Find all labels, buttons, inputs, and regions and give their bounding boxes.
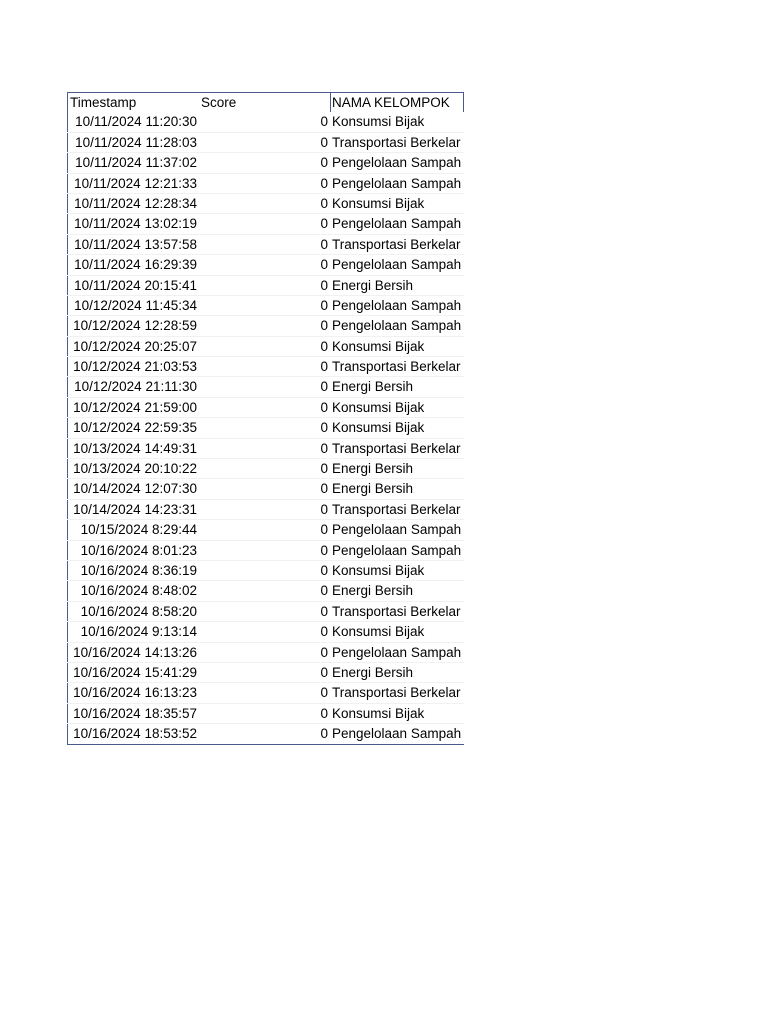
- table-row: [67, 541, 464, 561]
- table-row: [67, 602, 464, 622]
- cell-nama-kelompok[interactable]: [330, 337, 464, 356]
- cell-timestamp[interactable]: [67, 377, 199, 396]
- cell-score-value: 0: [320, 236, 328, 252]
- cell-timestamp-value: 10/11/2024 12:21:33: [74, 175, 197, 191]
- table-row: [67, 174, 464, 194]
- cell-timestamp[interactable]: [67, 724, 199, 743]
- cell-timestamp[interactable]: [67, 153, 199, 172]
- table-row: [67, 398, 464, 418]
- cell-nama-kelompok[interactable]: [330, 581, 464, 600]
- cell-score[interactable]: [199, 622, 330, 641]
- cell-score[interactable]: [199, 255, 330, 274]
- cell-timestamp-value: 10/11/2024 11:28:03: [75, 134, 197, 150]
- cell-nama-kelompok[interactable]: [330, 276, 464, 295]
- cell-nama-kelompok-value: Pengelolaan Sampah: [332, 297, 462, 313]
- cell-nama-kelompok-value: Energi Bersih: [332, 379, 414, 395]
- cell-nama-kelompok-value: Konsumsi Bijak: [332, 195, 425, 211]
- cell-score-value: 0: [320, 257, 328, 273]
- table-row: [67, 377, 464, 397]
- cell-nama-kelompok[interactable]: [330, 194, 464, 213]
- cell-timestamp[interactable]: [67, 418, 199, 437]
- table-row: [67, 418, 464, 438]
- cell-score-value: 0: [320, 216, 328, 232]
- cell-score-value: 0: [320, 195, 328, 211]
- cell-timestamp-value: 10/11/2024 16:29:39: [74, 257, 197, 273]
- cell-score[interactable]: [199, 112, 330, 131]
- cell-nama-kelompok-value: Transportasi Berkelar: [332, 236, 461, 252]
- cell-timestamp[interactable]: [67, 561, 199, 580]
- cell-score[interactable]: [199, 357, 330, 376]
- cell-score[interactable]: [199, 683, 330, 702]
- cell-score[interactable]: [199, 398, 330, 417]
- cell-timestamp-value: 10/12/2024 21:59:00: [73, 399, 197, 415]
- table-body: [67, 112, 464, 744]
- cell-nama-kelompok[interactable]: [330, 214, 464, 233]
- table-row: [67, 214, 464, 234]
- cell-nama-kelompok-value: Konsumsi Bijak: [332, 114, 425, 130]
- cell-timestamp-value: 10/16/2024 18:35:57: [73, 705, 197, 721]
- cell-score-value: 0: [320, 481, 328, 497]
- cell-nama-kelompok-value: Transportasi Berkelar: [332, 134, 461, 150]
- cell-nama-kelompok[interactable]: [330, 255, 464, 274]
- cell-timestamp-value: 10/12/2024 21:03:53: [73, 359, 197, 375]
- cell-score[interactable]: [199, 500, 330, 519]
- cell-timestamp-value: 10/14/2024 12:07:30: [73, 481, 197, 497]
- header-label-score: Score: [201, 95, 237, 110]
- cell-nama-kelompok[interactable]: [330, 357, 464, 376]
- cell-nama-kelompok[interactable]: [330, 663, 464, 682]
- cell-score-value: 0: [320, 562, 328, 578]
- cell-timestamp[interactable]: [67, 479, 199, 498]
- cell-timestamp[interactable]: [67, 520, 199, 539]
- spreadsheet-table: [67, 92, 464, 745]
- table-row: [67, 194, 464, 214]
- cell-timestamp-value: 10/16/2024 8:01:23: [80, 542, 197, 558]
- table-row: [67, 500, 464, 520]
- cell-score[interactable]: [199, 541, 330, 560]
- cell-nama-kelompok-value: Konsumsi Bijak: [332, 624, 425, 640]
- table-row: [67, 133, 464, 153]
- table-row: [67, 683, 464, 703]
- cell-nama-kelompok-value: Pengelolaan Sampah: [332, 155, 462, 171]
- cell-score-value: 0: [320, 277, 328, 293]
- cell-timestamp[interactable]: [67, 683, 199, 702]
- header-row: [67, 92, 464, 112]
- table-row: [67, 276, 464, 296]
- cell-nama-kelompok-value: Energi Bersih: [332, 583, 414, 599]
- cell-score[interactable]: [199, 316, 330, 335]
- cell-timestamp-value: 10/12/2024 12:28:59: [73, 318, 197, 334]
- cell-score-value: 0: [320, 461, 328, 477]
- cell-timestamp[interactable]: [67, 439, 199, 458]
- cell-timestamp-value: 10/11/2024 12:28:34: [74, 195, 197, 211]
- cell-timestamp[interactable]: [67, 541, 199, 560]
- cell-timestamp[interactable]: [67, 704, 199, 723]
- cell-nama-kelompok-value: Konsumsi Bijak: [332, 562, 425, 578]
- cell-score[interactable]: [199, 235, 330, 254]
- cell-timestamp-value: 10/13/2024 20:10:22: [73, 461, 197, 477]
- cell-score-value: 0: [320, 644, 328, 660]
- cell-score-value: 0: [320, 664, 328, 680]
- cell-timestamp-value: 10/16/2024 8:48:02: [80, 583, 197, 599]
- cell-nama-kelompok[interactable]: [330, 112, 464, 131]
- cell-score-value: 0: [320, 583, 328, 599]
- cell-score-value: 0: [320, 134, 328, 150]
- cell-timestamp[interactable]: [67, 500, 199, 519]
- cell-nama-kelompok-value: Konsumsi Bijak: [332, 705, 425, 721]
- cell-timestamp-value: 10/12/2024 11:45:34: [74, 297, 197, 313]
- cell-timestamp[interactable]: [67, 643, 199, 662]
- cell-timestamp-value: 10/11/2024 11:20:30: [75, 114, 197, 130]
- header-label-timestamp: Timestamp: [70, 95, 137, 110]
- header-label-nama-kelompok: NAMA KELOMPOK: [332, 95, 450, 110]
- cell-nama-kelompok[interactable]: [330, 296, 464, 315]
- cell-nama-kelompok-value: Pengelolaan Sampah: [332, 257, 462, 273]
- cell-score[interactable]: [199, 377, 330, 396]
- table-row: [67, 255, 464, 275]
- cell-score[interactable]: [199, 153, 330, 172]
- header-cell-timestamp[interactable]: [67, 93, 199, 112]
- cell-timestamp[interactable]: [67, 602, 199, 621]
- table-row: [67, 520, 464, 540]
- cell-score-value: 0: [320, 501, 328, 517]
- table-row: [67, 581, 464, 601]
- cell-nama-kelompok[interactable]: [330, 561, 464, 580]
- cell-nama-kelompok[interactable]: [330, 316, 464, 335]
- cell-score[interactable]: [199, 704, 330, 723]
- cell-timestamp[interactable]: [67, 337, 199, 356]
- table-row: [67, 724, 464, 744]
- cell-score-value: 0: [320, 420, 328, 436]
- cell-score[interactable]: [199, 214, 330, 233]
- cell-score[interactable]: [199, 174, 330, 193]
- cell-timestamp[interactable]: [67, 398, 199, 417]
- cell-nama-kelompok[interactable]: [330, 520, 464, 539]
- cell-timestamp-value: 10/16/2024 16:13:23: [73, 685, 197, 701]
- table-row: [67, 663, 464, 683]
- table-row: [67, 153, 464, 173]
- table-row: [67, 296, 464, 316]
- cell-score-value: 0: [320, 338, 328, 354]
- cell-nama-kelompok[interactable]: [330, 500, 464, 519]
- cell-nama-kelompok[interactable]: [330, 602, 464, 621]
- cell-score[interactable]: [199, 643, 330, 662]
- cell-score[interactable]: [199, 520, 330, 539]
- table-row: [67, 439, 464, 459]
- header-cell-score[interactable]: [199, 93, 330, 112]
- cell-timestamp[interactable]: [67, 214, 199, 233]
- cell-score[interactable]: [199, 296, 330, 315]
- cell-timestamp-value: 10/16/2024 8:58:20: [80, 603, 197, 619]
- cell-timestamp-value: 10/14/2024 14:23:31: [73, 501, 197, 517]
- cell-score-value: 0: [320, 175, 328, 191]
- cell-timestamp-value: 10/16/2024 8:36:19: [80, 562, 197, 578]
- cell-nama-kelompok[interactable]: [330, 643, 464, 662]
- cell-nama-kelompok[interactable]: [330, 153, 464, 172]
- cell-nama-kelompok-value: Konsumsi Bijak: [332, 420, 425, 436]
- cell-nama-kelompok[interactable]: [330, 133, 464, 152]
- cell-score-value: 0: [320, 379, 328, 395]
- cell-timestamp[interactable]: [67, 581, 199, 600]
- cell-nama-kelompok-value: Energi Bersih: [332, 664, 414, 680]
- cell-timestamp-value: 10/11/2024 13:57:58: [74, 236, 197, 252]
- cell-score-value: 0: [320, 685, 328, 701]
- cell-nama-kelompok-value: Pengelolaan Sampah: [332, 175, 462, 191]
- cell-nama-kelompok[interactable]: [330, 622, 464, 641]
- cell-timestamp[interactable]: [67, 112, 199, 131]
- cell-nama-kelompok-value: Energi Bersih: [332, 461, 414, 477]
- table-row: [67, 316, 464, 336]
- cell-nama-kelompok[interactable]: [330, 683, 464, 702]
- cell-nama-kelompok-value: Pengelolaan Sampah: [332, 522, 462, 538]
- cell-nama-kelompok[interactable]: [330, 439, 464, 458]
- table-row: [67, 459, 464, 479]
- cell-score[interactable]: [199, 581, 330, 600]
- cell-timestamp-value: 10/13/2024 14:49:31: [73, 440, 197, 456]
- cell-nama-kelompok-value: Pengelolaan Sampah: [332, 216, 462, 232]
- cell-timestamp[interactable]: [67, 276, 199, 295]
- table-row: [67, 479, 464, 499]
- cell-nama-kelompok-value: Konsumsi Bijak: [332, 399, 425, 415]
- cell-nama-kelompok-value: Pengelolaan Sampah: [332, 644, 462, 660]
- cell-score[interactable]: [199, 337, 330, 356]
- cell-nama-kelompok-value: Transportasi Berkelar: [332, 501, 461, 517]
- cell-timestamp[interactable]: [67, 133, 199, 152]
- cell-score-value: 0: [320, 624, 328, 640]
- cell-nama-kelompok[interactable]: [330, 398, 464, 417]
- cell-nama-kelompok-value: Energi Bersih: [332, 481, 414, 497]
- cell-score[interactable]: [199, 724, 330, 743]
- cell-score-value: 0: [320, 542, 328, 558]
- cell-timestamp[interactable]: [67, 459, 199, 478]
- cell-score[interactable]: [199, 479, 330, 498]
- cell-score-value: 0: [320, 726, 328, 742]
- cell-nama-kelompok-value: Transportasi Berkelar: [332, 603, 461, 619]
- cell-nama-kelompok-value: Pengelolaan Sampah: [332, 318, 462, 334]
- cell-nama-kelompok-value: Energi Bersih: [332, 277, 414, 293]
- cell-timestamp-value: 10/16/2024 15:41:29: [73, 664, 197, 680]
- cell-nama-kelompok[interactable]: [330, 541, 464, 560]
- cell-timestamp[interactable]: [67, 235, 199, 254]
- cell-timestamp[interactable]: [67, 316, 199, 335]
- table-row: [67, 561, 464, 581]
- cell-score-value: 0: [320, 318, 328, 334]
- cell-timestamp[interactable]: [67, 663, 199, 682]
- cell-score[interactable]: [199, 602, 330, 621]
- cell-score[interactable]: [199, 133, 330, 152]
- header-cell-nama-kelompok[interactable]: [330, 93, 464, 112]
- cell-timestamp-value: 10/12/2024 20:25:07: [73, 338, 197, 354]
- cell-timestamp-value: 10/16/2024 9:13:14: [80, 624, 197, 640]
- cell-nama-kelompok[interactable]: [330, 235, 464, 254]
- cell-score-value: 0: [320, 359, 328, 375]
- cell-timestamp-value: 10/12/2024 22:59:35: [73, 420, 197, 436]
- cell-score-value: 0: [320, 399, 328, 415]
- cell-score[interactable]: [199, 276, 330, 295]
- cell-score-value: 0: [320, 440, 328, 456]
- cell-score-value: 0: [320, 705, 328, 721]
- cell-timestamp[interactable]: [67, 622, 199, 641]
- cell-nama-kelompok-value: Pengelolaan Sampah: [332, 542, 462, 558]
- cell-score-value: 0: [320, 114, 328, 130]
- cell-score-value: 0: [320, 155, 328, 171]
- table-row: [67, 357, 464, 377]
- cell-score[interactable]: [199, 561, 330, 580]
- cell-nama-kelompok[interactable]: [330, 418, 464, 437]
- cell-nama-kelompok[interactable]: [330, 459, 464, 478]
- table-row: [67, 622, 464, 642]
- cell-nama-kelompok[interactable]: [330, 724, 464, 743]
- cell-score-value: 0: [320, 522, 328, 538]
- cell-timestamp-value: 10/12/2024 21:11:30: [74, 379, 197, 395]
- cell-timestamp-value: 10/11/2024 11:37:02: [75, 155, 197, 171]
- cell-timestamp[interactable]: [67, 296, 199, 315]
- cell-score-value: 0: [320, 297, 328, 313]
- cell-nama-kelompok-value: Konsumsi Bijak: [332, 338, 425, 354]
- table-row: [67, 643, 464, 663]
- cell-timestamp-value: 10/11/2024 13:02:19: [74, 216, 197, 232]
- cell-nama-kelompok[interactable]: [330, 174, 464, 193]
- table-row: [67, 112, 464, 132]
- table-row: [67, 235, 464, 255]
- cell-timestamp-value: 10/15/2024 8:29:44: [80, 522, 197, 538]
- table-row: [67, 704, 464, 724]
- cell-timestamp-value: 10/11/2024 20:15:41: [74, 277, 197, 293]
- cell-timestamp[interactable]: [67, 174, 199, 193]
- cell-score[interactable]: [199, 439, 330, 458]
- cell-score[interactable]: [199, 459, 330, 478]
- cell-nama-kelompok-value: Transportasi Berkelar: [332, 685, 461, 701]
- cell-score[interactable]: [199, 418, 330, 437]
- cell-score-value: 0: [320, 603, 328, 619]
- cell-timestamp-value: 10/16/2024 18:53:52: [73, 726, 197, 742]
- cell-nama-kelompok[interactable]: [330, 377, 464, 396]
- cell-nama-kelompok[interactable]: [330, 704, 464, 723]
- cell-timestamp-value: 10/16/2024 14:13:26: [73, 644, 197, 660]
- cell-nama-kelompok[interactable]: [330, 479, 464, 498]
- cell-timestamp[interactable]: [67, 194, 199, 213]
- table-row: [67, 337, 464, 357]
- cell-timestamp[interactable]: [67, 357, 199, 376]
- cell-timestamp[interactable]: [67, 255, 199, 274]
- cell-nama-kelompok-value: Transportasi Berkelar: [332, 440, 461, 456]
- cell-nama-kelompok-value: Transportasi Berkelar: [332, 359, 461, 375]
- cell-nama-kelompok-value: Pengelolaan Sampah: [332, 726, 462, 742]
- cell-score[interactable]: [199, 663, 330, 682]
- cell-score[interactable]: [199, 194, 330, 213]
